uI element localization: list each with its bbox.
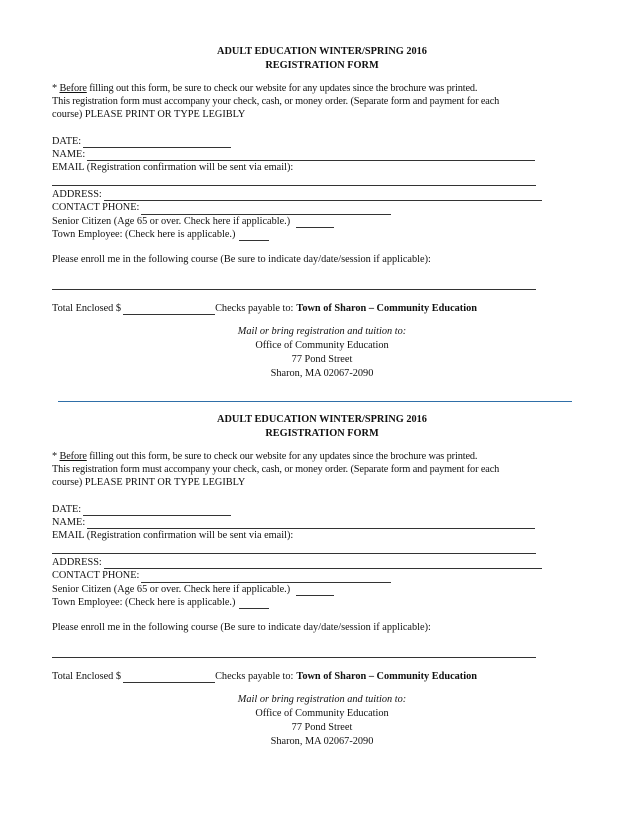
senior-label: Senior Citizen (Age 65 or over. Check here if applicable.)	[52, 583, 291, 595]
city-address: Sharon, MA 02067-2090	[270, 735, 374, 747]
address-input-line[interactable]	[104, 190, 542, 201]
senior-check-line[interactable]	[296, 585, 334, 596]
instructions-line-2: course) PLEASE PRINT OR TYPE LEGIBLY	[52, 477, 246, 489]
town-employee-check-line[interactable]	[239, 230, 269, 241]
town-employee-check-line[interactable]	[239, 598, 269, 609]
street-address: 77 Pond Street	[291, 354, 353, 366]
registration-form-bottom	[52, 413, 592, 749]
enroll-label: Please enroll me in the following course (Be sure to indicate day/date/session if applicable):	[52, 622, 431, 634]
address-input-line[interactable]	[104, 558, 542, 569]
update-note: * Before filling out this form, be sure to check our website for any updates since the brochure was printed.	[52, 83, 478, 94]
name-input-line[interactable]	[87, 518, 535, 529]
email-label: EMAIL (Registration confirmation will be sent via email):	[52, 530, 294, 542]
form-subtitle: REGISTRATION FORM	[265, 59, 379, 71]
date-input-line[interactable]	[83, 137, 231, 148]
phone-input-line[interactable]	[141, 572, 391, 583]
senior-label: Senior Citizen (Age 65 or over. Check here if applicable.)	[52, 215, 291, 227]
form-divider	[58, 401, 572, 402]
mail-instructions: Mail or bring registration and tuition to:	[237, 694, 407, 706]
email-label: EMAIL (Registration confirmation will be sent via email):	[52, 162, 294, 174]
email-input-line[interactable]	[52, 542, 536, 554]
total-label: Total Enclosed $	[52, 671, 122, 683]
mail-instructions: Mail or bring registration and tuition to:	[237, 326, 407, 338]
instructions-line-1: This registration form must accompany your check, cash, or money order. (Separate form and payment for each	[52, 464, 500, 476]
phone-field[interactable]	[52, 201, 592, 214]
address-field[interactable]	[52, 556, 592, 569]
date-field[interactable]	[52, 503, 592, 516]
total-input-line[interactable]	[123, 304, 215, 315]
address-label: ADDRESS:	[52, 557, 102, 569]
name-field[interactable]	[52, 516, 592, 529]
instructions-line-1: This registration form must accompany your check, cash, or money order. (Separate form and payment for each	[52, 96, 500, 108]
address-label: ADDRESS:	[52, 189, 102, 201]
date-label: DATE:	[52, 135, 82, 147]
phone-label: CONTACT PHONE:	[52, 202, 140, 214]
phone-field[interactable]	[52, 569, 592, 582]
total-label: Total Enclosed $	[52, 303, 122, 315]
email-input-line[interactable]	[52, 174, 536, 186]
name-label: NAME:	[52, 516, 86, 528]
date-label: DATE:	[52, 503, 82, 515]
checks-label: Checks payable to:	[215, 671, 294, 683]
form-title: ADULT EDUCATION WINTER/SPRING 2016	[217, 46, 427, 57]
total-field[interactable]	[52, 670, 592, 683]
senior-field[interactable]	[52, 215, 592, 228]
town-employee-label: Town Employee: (Check here is applicable.)	[52, 228, 236, 240]
office-name: Office of Community Education	[255, 708, 389, 720]
before-word: Before	[59, 83, 87, 94]
address-field[interactable]	[52, 188, 592, 201]
course-input-line[interactable]	[52, 278, 536, 290]
form-subtitle: REGISTRATION FORM	[265, 427, 379, 439]
date-input-line[interactable]	[83, 505, 231, 516]
office-name: Office of Community Education	[255, 340, 389, 352]
senior-check-line[interactable]	[296, 217, 334, 228]
instructions-line-2: course) PLEASE PRINT OR TYPE LEGIBLY	[52, 109, 246, 121]
name-label: NAME:	[52, 148, 86, 160]
city-address: Sharon, MA 02067-2090	[270, 367, 374, 379]
name-input-line[interactable]	[87, 150, 535, 161]
form-title: ADULT EDUCATION WINTER/SPRING 2016	[217, 414, 427, 425]
mailing-address	[52, 693, 592, 748]
enroll-label: Please enroll me in the following course (Be sure to indicate day/date/session if applicable):	[52, 254, 431, 266]
checks-label: Checks payable to:	[215, 303, 294, 315]
town-employee-field[interactable]	[52, 596, 592, 609]
course-input-line[interactable]	[52, 646, 536, 658]
registration-form-top	[52, 45, 592, 381]
street-address: 77 Pond Street	[291, 722, 353, 734]
before-word: Before	[59, 451, 87, 462]
town-employee-field[interactable]	[52, 228, 592, 241]
checks-payee: Town of Sharon – Community Education	[296, 303, 477, 315]
update-note: * Before filling out this form, be sure to check our website for any updates since the brochure was printed.	[52, 451, 478, 462]
name-field[interactable]	[52, 148, 592, 161]
total-input-line[interactable]	[123, 672, 215, 683]
date-field[interactable]	[52, 135, 592, 148]
phone-label: CONTACT PHONE:	[52, 570, 140, 582]
checks-payee: Town of Sharon – Community Education	[296, 671, 477, 683]
total-field[interactable]	[52, 302, 592, 315]
town-employee-label: Town Employee: (Check here is applicable.)	[52, 596, 236, 608]
mailing-address	[52, 325, 592, 380]
senior-field[interactable]	[52, 583, 592, 596]
phone-input-line[interactable]	[141, 204, 391, 215]
